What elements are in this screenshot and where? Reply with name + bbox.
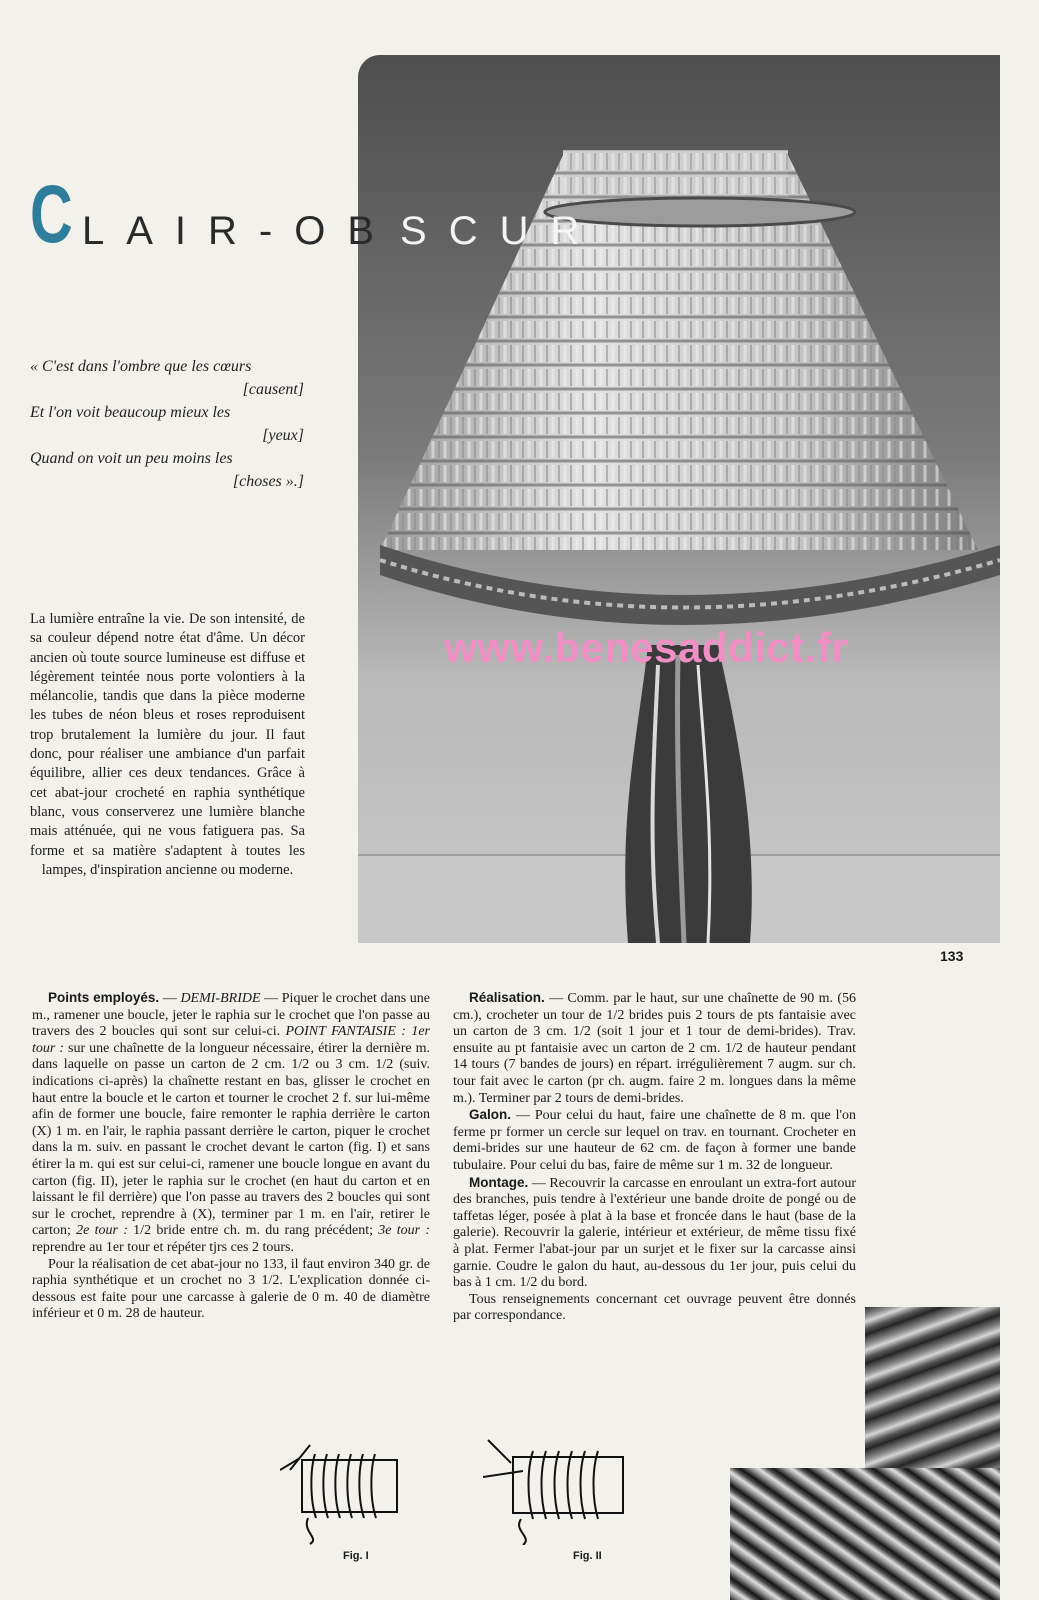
montage-heading: Montage. bbox=[469, 1174, 529, 1190]
raffia-texture-photo-lower bbox=[730, 1468, 1000, 1600]
intro-paragraph: La lumière entraîne la vie. De son intensité, de sa couleur dépend notre état d'âme. Un décor ancien où toute source lumineuse est diffuse et légèrement teintée nous porte volontiers à la mélancolie, tandis que dans la pièce moderne les tubes de néon bleus et roses reproduisent trop brutalement la lumière du jour. Il faut donc, pour réaliser une ambiance d'un parfait équilibre, allier ces deux tendances. Grâce à cet abat-jour crocheté en raphia synthétique blanc, vous conserverez une lumière blanche mais atténuée, qui ne vous fatiguera pas. Sa forme et sa matière s'adaptent à toutes les lampes, d'inspiration ancienne ou moderne. bbox=[30, 611, 305, 878]
figure-1-diagram bbox=[280, 1440, 410, 1545]
figure-2-diagram bbox=[483, 1435, 633, 1545]
text: — Piquer le crochet dans une m., ramener une boucle, jeter le raphia sur le crochet que l'on passe au travers des 2 boucles qui sont sur celui-ci. bbox=[32, 991, 431, 1040]
poem-line: « C'est dans l'ombre que les cœurs bbox=[30, 358, 252, 375]
poem-quote bbox=[30, 355, 304, 493]
galon-paragraph bbox=[453, 1107, 856, 1174]
figure-2-label: Fig. II bbox=[573, 1550, 602, 1562]
term-point-fantaisie: POINT FANTAISIE : bbox=[285, 1024, 406, 1040]
title-initial: C bbox=[30, 169, 73, 260]
watermark: www.benesaddict.fr bbox=[444, 624, 849, 671]
term-tour: 1er tour : bbox=[32, 1024, 431, 1056]
text: — Recouvrir la carcasse en enroulant un extra-fort autour des branches, puis tendre à l'extérieur une bande droite de pongé ou de taffetas léger, posée à plat à la base et froncée dans le haut (base de la galerie). Recouvrir la galerie, intérieur et extérieur, de même tissu fixé à plat. Fermer l'abat-jour par un surjet et le fixer sur la carcasse ainsi garnie. Coudre le galon du haut, au-dessous du 1er jour, puis celui du bas à 1 cm. 1/2 du bord. bbox=[453, 1175, 856, 1291]
contact-paragraph: Tous renseignements concernant cet ouvrage peuvent être donnés par correspondance. bbox=[453, 1291, 856, 1324]
text: reprendre au 1er tour et répéter tjrs ces 2 tours. bbox=[32, 1239, 294, 1255]
page-number: 133 bbox=[940, 948, 964, 964]
poem-line: [yeux] bbox=[262, 427, 304, 444]
stitches-paragraph bbox=[32, 990, 430, 1257]
montage-paragraph bbox=[453, 1175, 856, 1292]
text: — Pour celui du haut, faire une chaînette de 8 m. que l'on ferme pr former un cercle sur lequel on trav. en tournant. Crocheter en demi-brides sur une hauteur de 62 cm. de façon à former une bande tubulaire. Pour celui du bas, faire de même sur 1 m. 32 de longueur. bbox=[453, 1108, 856, 1173]
title-rest-light: SCUR bbox=[400, 209, 602, 253]
realisation-paragraph bbox=[453, 990, 856, 1107]
poem-line: [choses ».] bbox=[232, 473, 304, 490]
text: sur une chaînette de la longueur nécessaire, étirer la dernière m. dans laquelle on passe un carton de 2 cm. 1/2 ou 3 cm. 1/2 (suiv. indications ci-après) la chaînette restant en bas, glisser le crochet en haut entre la boucle et le carton et tourner le crochet 2 f. sur lui-même afin de former une boucle, faire remonter le raphia derrière le carton (X) 1 m. en l'air, le raphia passant derrière le carton, piquer le crochet dans la m. suiv. en passant le crochet devant le carton (fig. I) et sans étirer la m. qui est sur celui-ci, ramener une boucle longue en avant du carton (fig. II), jeter le raphia sur le crochet (en haut du carton et en laissant le fil derrière) que l'on passe au travers des 2 boucles qui sont sur le crochet, reprendre à (X), terminer par 1 m. en l'air, retirer le carton; bbox=[32, 1040, 430, 1239]
title-rest: LAIR-OB bbox=[82, 209, 397, 253]
term-tour: 3e tour : bbox=[378, 1223, 431, 1239]
poem-line: Et l'on voit beaucoup mieux les bbox=[30, 404, 231, 421]
text: — bbox=[159, 991, 181, 1006]
galon-heading: Galon. bbox=[469, 1107, 512, 1123]
text: 1/2 bride entre ch. m. du rang précédent; bbox=[127, 1223, 379, 1239]
realisation-heading: Réalisation. bbox=[469, 990, 545, 1005]
poem-line: [causent] bbox=[242, 381, 304, 398]
term-demi-bride: DEMI-BRIDE bbox=[180, 991, 261, 1006]
figure-1-label: Fig. I bbox=[343, 1550, 369, 1562]
materials-paragraph: Pour la réalisation de cet abat-jour no 133, il faut environ 340 gr. de raphia synthétique et un crochet no 3 1/2. L'explication donnée ci-dessous est faite pour une carcasse à galerie de 0 m. 40 de diamètre inférieur et 0 m. 28 de hauteur. bbox=[32, 1256, 430, 1322]
stitches-heading: Points employés. bbox=[48, 990, 160, 1005]
term-tour: 2e tour : bbox=[76, 1223, 128, 1239]
page-title bbox=[30, 168, 601, 258]
text: — Comm. par le haut, sur une chaînette de 90 m. (56 cm.), crocheter un tour de 1/2 brides puis 2 tours de pts fantaisie avec un carton de 3 cm. 1/2 (soit 1 jour et 1 tour de demi-brides). Trav. ensuite au pt fantaisie avec un carton de 2 cm. 1/2 de hauteur pendant 14 tours (7 bandes de jours) en répart. irrégulièrement 7 augm. sur ch. tour fait avec le carton (pr ch. augm. faire 2 m. longues dans la même m.). Terminer par 2 tours de demi-brides. bbox=[453, 991, 856, 1106]
instructions-right-column bbox=[453, 990, 856, 1325]
instructions-left-column bbox=[32, 990, 430, 1323]
poem-line: Quand on voit un peu moins les bbox=[30, 450, 233, 467]
